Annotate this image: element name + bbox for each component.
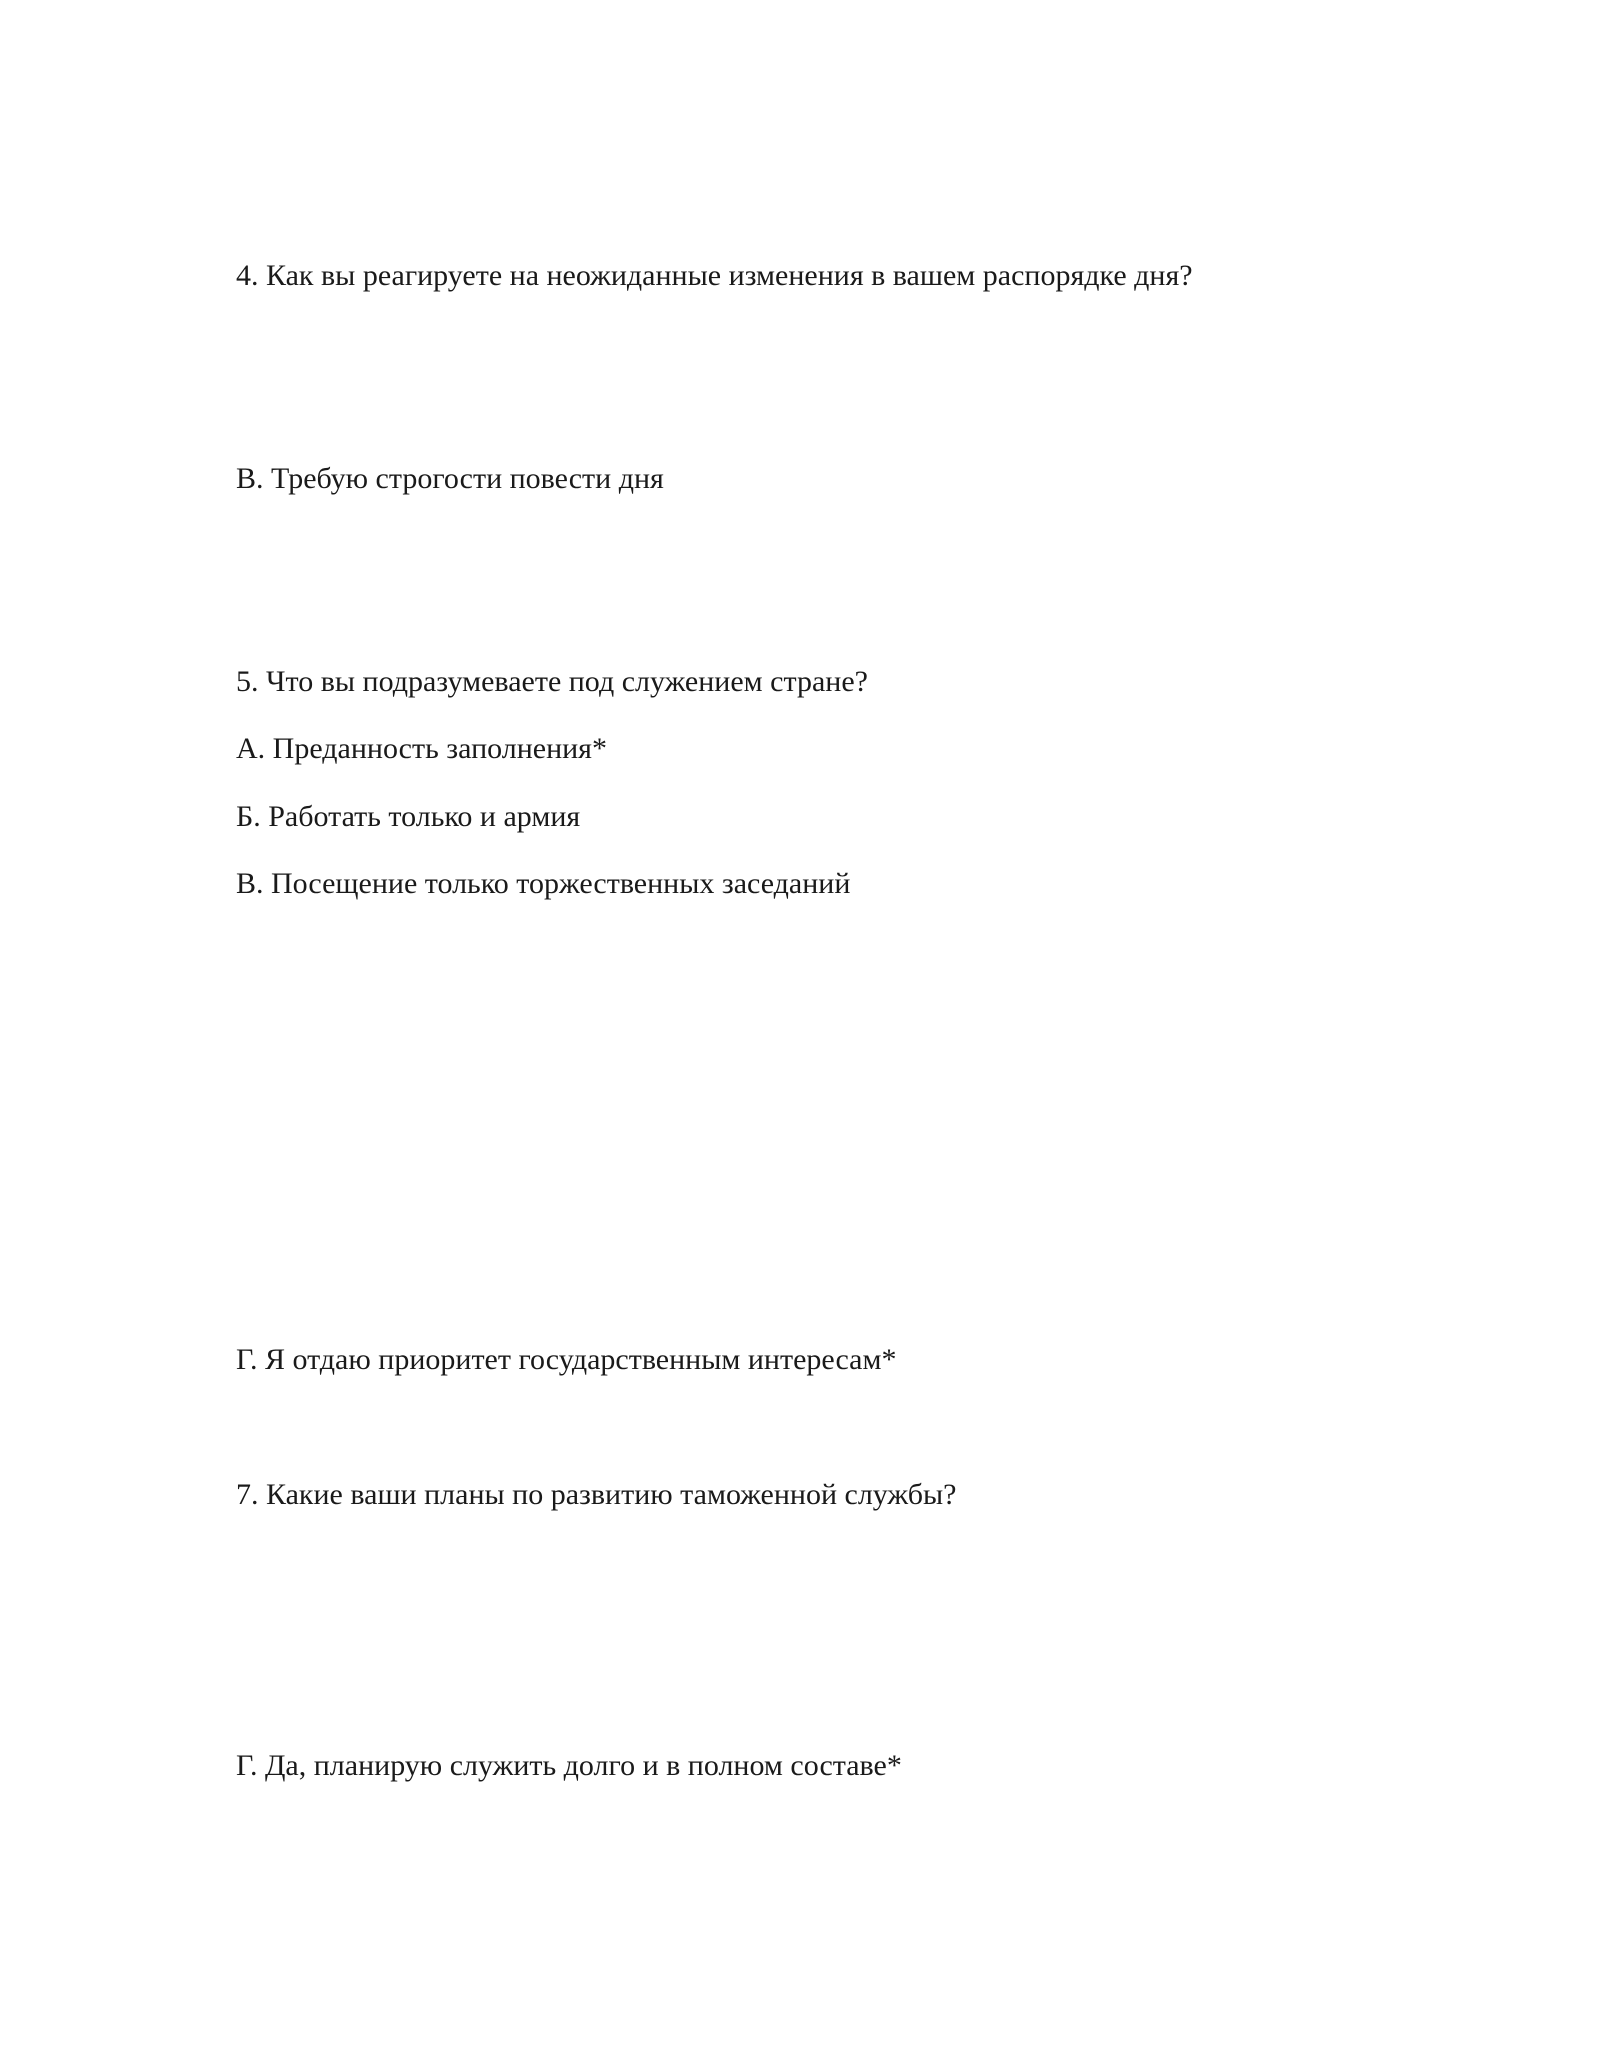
question-4: 4. Как вы реагируете на неожиданные изменения в вашем распорядке дня? [236,259,1193,292]
question-7: 7. Какие ваши планы по развитию таможенной службы? [236,1478,957,1511]
answer-7-g: Г. Да, планирую служить долго и в полном составе* [236,1749,902,1782]
answer-5-b: Б. Работать только и армия [236,800,581,833]
answer-5-v: В. Посещение только торжественных заседаний [236,867,851,900]
question-5: 5. Что вы подразумеваете под служением стране? [236,665,868,698]
answer-4-v: В. Требую строгости повести дня [236,462,664,495]
answer-6-g: Г. Я отдаю приоритет государственным интересам* [236,1343,897,1376]
answer-5-a: А. Преданность заполнения* [236,732,607,765]
